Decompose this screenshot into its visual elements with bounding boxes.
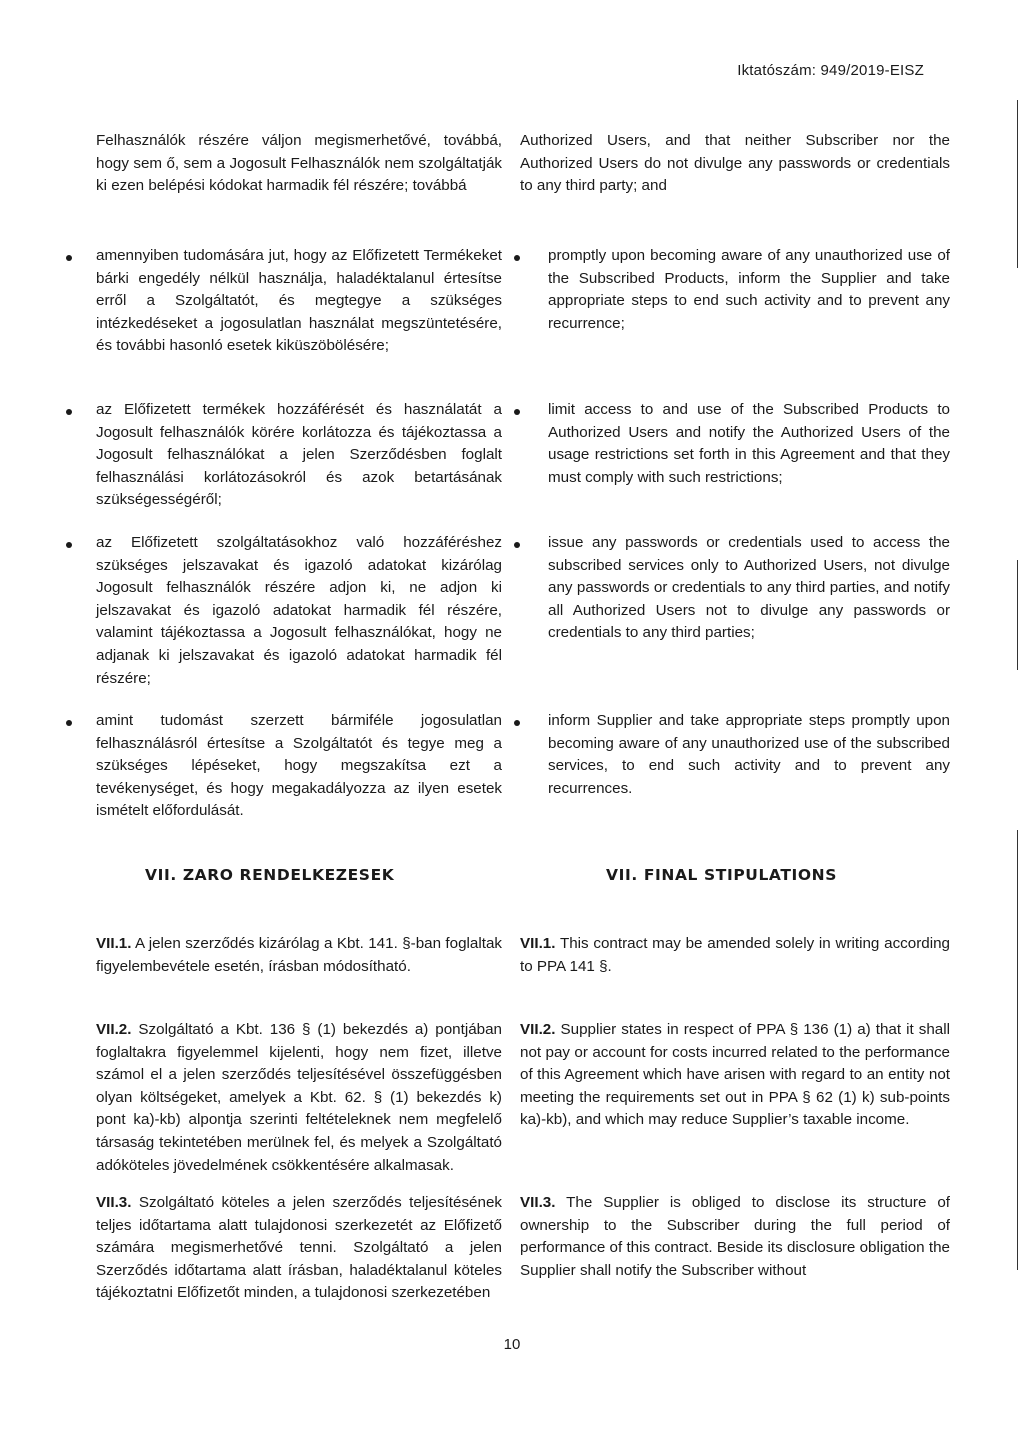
registration-number: Iktatószám: 949/2019-EISZ	[737, 62, 924, 79]
clause-text: Szolgáltató a Kbt. 136 § (1) bekezdés a) pontjában foglaltakra figyelemmel kijelenti, hogy nem fizet, illetve számol el a jelen szerződés teljesítésével összefüggésben olyan költségeket, amelyek a Kbt. 62. § (1) bekezdés k) pont ka)-kb) alpontja szerinti feltételeknek nem megfelelő társaság tekintetében merülnek fel, és melyek a Szolgáltató adóköteles jövedelmének csökkentésére alkalmasak.	[96, 1021, 502, 1174]
hu-bullet-item: amint tudomást szerzett bármiféle jogosulatlan felhasználásról értesítse a Szolgáltatót és tegye meg a szükséges lépéseket, hogy megszakítsa ezt a tevékenységet, és hogy megakadályozza az ilyen esetek ismételt előfordulását.	[96, 712, 502, 820]
clause-text: Supplier states in respect of PPA § 136 (1) a) that it shall not pay or account for costs incurred related to the performance of this Agreement which have arisen with regard to an entity not meeting the requirements set out in PPA § 62 (1) k) sub-points ka)-kb), and which may reduce Supplier’s taxable income.	[520, 1021, 950, 1129]
hu-bullet-item: az Előfizetett szolgáltatásokhoz való hozzáféréshez szükséges jelszavakat és igazoló adatokat kizárólag Jogosult felhasználók részére adjon ki, ne adjon ki jelszavakat és igazoló adatokat harmadik fél részére, valamint tájékoztassa a Jogosult felhasználókat, hogy ne adjanak ki jelszavakat és igazoló adatokat harmadik fél részére;	[96, 534, 502, 687]
scan-edge-line	[1017, 560, 1018, 670]
hu-bullet-item: amennyiben tudomására jut, hogy az Előfizetett Termékeket bárki engedély nélkül használja, haladéktalanul értesítse erről a Szolgáltatót, és megtegye a szükséges intézkedéseket a jogosulatlan használat megszüntetésére, és további hasonló esetek kiküszöbölésére;	[96, 247, 502, 355]
clause-number: VII.1.	[96, 935, 132, 952]
hu-clause	[96, 933, 502, 978]
scan-edge-line	[1017, 830, 1018, 1270]
hu-clause	[96, 1192, 502, 1305]
bullet-icon	[66, 542, 72, 548]
hu-paragraph: Felhasználók részére váljon megismerhetővé, továbbá, hogy sem ő, sem a Jogosult Felhasználók nem szolgáltatják ki ezen belépési kódokat harmadik fél részére; továbbá	[96, 132, 502, 195]
bullet-icon	[514, 542, 520, 548]
bullet-icon	[66, 409, 72, 415]
en-paragraph: Authorized Users, and that neither Subscriber nor the Authorized Users do not divulge any passwords or credentials to any third party; and	[520, 132, 950, 195]
clause-number: VII.2.	[96, 1021, 132, 1038]
section-heading-hu: VII. ZARO RENDELKEZESEK	[145, 866, 395, 884]
clause-number: VII.3.	[96, 1194, 132, 1211]
clause-number: VII.2.	[520, 1021, 556, 1038]
clause-text: Szolgáltató köteles a jelen szerződés teljesítésének teljes időtartama alatt tulajdonosi szerkezetét az Előfizető számára megismerhetővé tenni. Szolgáltató a jelen Szerződés időtartama alatt írásban, haladéktalanul köteles tájékoztatni Előfizetőt minden, a tulajdonosi szerkezetében	[96, 1194, 502, 1302]
scan-edge-line	[1017, 100, 1018, 268]
en-clause	[520, 1019, 950, 1132]
bullet-icon	[514, 255, 520, 261]
en-bullet-item: inform Supplier and take appropriate steps promptly upon becoming aware of any unauthorized use of the subscribed services, to end such activity and to prevent any recurrences.	[548, 712, 950, 797]
clause-number: VII.1.	[520, 935, 556, 952]
section-heading-en: VII. FINAL STIPULATIONS	[606, 866, 837, 884]
bullet-icon	[66, 720, 72, 726]
page-number: 10	[503, 1336, 521, 1353]
hu-bullet-item: az Előfizetett termékek hozzáférését és használatát a Jogosult felhasználók körére korlátozza és tájékoztassa a Jogosult felhasználókat a jelen Szerződésben foglalt felhasználási korlátozásokról és azok betartásának szükségességéről;	[96, 401, 502, 509]
clause-text: This contract may be amended solely in writing according to PPA 141 §.	[520, 935, 950, 975]
hu-clause	[96, 1019, 502, 1177]
clause-text: A jelen szerződés kizárólag a Kbt. 141. §-ban foglaltak figyelembevétele esetén, írásban módosítható.	[96, 935, 502, 975]
clause-text: The Supplier is obliged to disclose its structure of ownership to the Subscriber during the full period of performance of this contract. Beside its disclosure obligation the Supplier shall notify the Subscriber without	[520, 1194, 950, 1279]
bullet-icon	[66, 255, 72, 261]
en-bullet-item: issue any passwords or credentials used to access the subscribed services only to Authorized Users, not divulge any passwords or credentials to any third parties, and notify all Authorized Users not to divulge any passwords or credentials to any third parties;	[548, 534, 950, 642]
en-bullet-item: limit access to and use of the Subscribed Products to Authorized Users and notify the Authorized Users of the usage restrictions set forth in this Agreement and that they must comply with such restrictions;	[548, 401, 950, 486]
en-bullet-item: promptly upon becoming aware of any unauthorized use of the Subscribed Products, inform the Supplier and take appropriate steps to end such activity and to prevent any recurrence;	[548, 247, 950, 332]
clause-number: VII.3.	[520, 1194, 556, 1211]
en-clause	[520, 933, 950, 978]
bullet-icon	[514, 409, 520, 415]
en-clause	[520, 1192, 950, 1282]
bullet-icon	[514, 720, 520, 726]
